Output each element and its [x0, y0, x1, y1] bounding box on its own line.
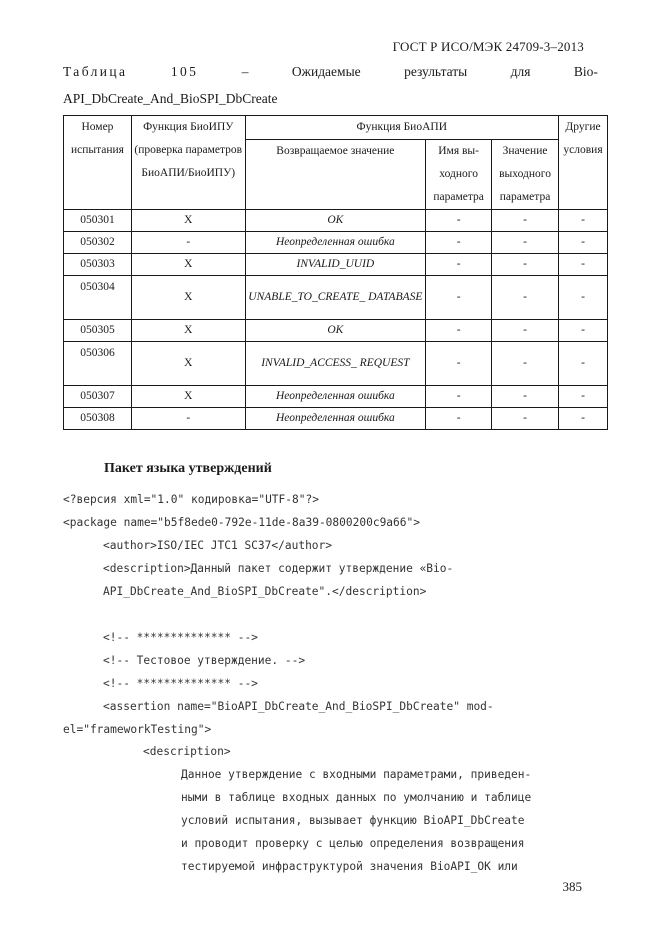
code-line: <!-- ************** --> — [103, 631, 258, 644]
cell-other-conditions: - — [559, 342, 608, 386]
header-return-value: Возвращаемое значение — [245, 140, 426, 210]
cell-return-value: OK — [245, 320, 426, 342]
caption-word-3: для — [510, 64, 531, 79]
header-spi-function: Функция БиоИПУ (проверка параметров БиоАПИ/БиоИПУ) — [131, 116, 245, 210]
cell-spi-check: - — [131, 408, 245, 430]
code-line: <assertion name="BioAPI_DbCreate_And_BioSPI_DbCreate" mod- — [103, 700, 494, 713]
code-line: <description>Данный пакет содержит утверждение «Bio- — [103, 562, 454, 575]
header-other-conditions: Другие условия — [559, 116, 608, 210]
cell-test-number: 050301 — [64, 210, 132, 232]
cell-output-param-value: - — [492, 408, 559, 430]
cell-spi-check: - — [131, 232, 245, 254]
caption-word-2: результаты — [404, 64, 468, 79]
page-header: ГОСТ Р ИСО/МЭК 24709-3–2013 — [392, 39, 584, 54]
cell-spi-check: X — [131, 276, 245, 320]
cell-other-conditions: - — [559, 408, 608, 430]
cell-other-conditions: - — [559, 210, 608, 232]
cell-output-param-name: - — [426, 408, 492, 430]
cell-test-number: 050308 — [64, 408, 132, 430]
cell-test-number: 050303 — [64, 254, 132, 276]
cell-output-param-value: - — [492, 210, 559, 232]
code-line: ными в таблице входных данных по умолчанию и таблице — [181, 791, 532, 804]
cell-return-value: Неопределенная ошибка — [245, 408, 426, 430]
code-line: <author>ISO/IEC JTC1 SC37</author> — [103, 539, 333, 552]
code-line: и проводит проверку с целью определения возвращения — [181, 837, 525, 850]
code-line: Данное утверждение с входными параметрами, приведен- — [181, 768, 532, 781]
cell-output-param-name: - — [426, 276, 492, 320]
code-line: тестируемой инфраструктурой значения BioAPI_OK или — [181, 860, 518, 873]
cell-return-value: INVALID_UUID — [245, 254, 426, 276]
cell-test-number: 050305 — [64, 320, 132, 342]
cell-return-value: UNABLE_TO_CREATE_ DATABASE — [245, 276, 426, 320]
cell-other-conditions: - — [559, 386, 608, 408]
code-line: <package name="b5f8ede0-792e-11de-8a39-0800200c9a66"> — [63, 516, 420, 529]
cell-other-conditions: - — [559, 254, 608, 276]
caption-word-4: Bio- — [573, 64, 598, 79]
cell-output-param-name: - — [426, 320, 492, 342]
cell-test-number: 050302 — [64, 232, 132, 254]
cell-test-number: 050304 — [64, 276, 132, 320]
code-line: el="frameworkTesting"> — [63, 723, 212, 736]
caption-table-number: 105 — [170, 64, 199, 79]
cell-other-conditions: - — [559, 232, 608, 254]
cell-spi-check: X — [131, 254, 245, 276]
cell-output-param-name: - — [426, 342, 492, 386]
header-output-param-name: Имя вы-ходного параметра — [426, 140, 492, 210]
cell-output-param-value: - — [492, 232, 559, 254]
section-heading: Пакет языка утверждений — [104, 461, 272, 476]
cell-spi-check: X — [131, 386, 245, 408]
cell-output-param-name: - — [426, 386, 492, 408]
code-line: API_DbCreate_And_BioSPI_DbCreate".</description> — [103, 585, 427, 598]
cell-return-value: Неопределенная ошибка — [245, 386, 426, 408]
cell-return-value: Неопределенная ошибка — [245, 232, 426, 254]
code-line: <!-- ************** --> — [103, 677, 258, 690]
cell-other-conditions: - — [559, 276, 608, 320]
code-line: условий испытания, вызывает функцию BioAPI_DbCreate — [181, 814, 525, 827]
table-caption-continued: API_DbCreate_And_BioSPI_DbCreate — [63, 91, 278, 106]
cell-return-value: INVALID_ACCESS_ REQUEST — [245, 342, 426, 386]
cell-output-param-name: - — [426, 232, 492, 254]
cell-spi-check: X — [131, 342, 245, 386]
cell-output-param-name: - — [426, 254, 492, 276]
code-line: <description> — [143, 745, 231, 758]
header-output-param-value: Значение выходного параметра — [492, 140, 559, 210]
cell-spi-check: X — [131, 210, 245, 232]
caption-word-1: Ожидаемые — [291, 64, 361, 79]
caption-word-table: Таблица — [63, 64, 128, 79]
cell-output-param-value: - — [492, 276, 559, 320]
cell-return-value: OK — [245, 210, 426, 232]
cell-output-param-value: - — [492, 386, 559, 408]
cell-output-param-value: - — [492, 342, 559, 386]
cell-output-param-value: - — [492, 254, 559, 276]
caption-dash: – — [241, 64, 249, 79]
header-api-function: Функция БиоАПИ — [245, 116, 558, 140]
page-number: 385 — [562, 879, 582, 894]
cell-test-number: 050307 — [64, 386, 132, 408]
header-test-number: Номер испытания — [64, 116, 132, 210]
code-line: <?версия xml="1.0" кодировка="UTF-8"?> — [63, 493, 319, 506]
code-line: <!-- Тестовое утверждение. --> — [103, 654, 306, 667]
cell-other-conditions: - — [559, 320, 608, 342]
cell-output-param-value: - — [492, 320, 559, 342]
cell-spi-check: X — [131, 320, 245, 342]
cell-test-number: 050306 — [64, 342, 132, 386]
cell-output-param-name: - — [426, 210, 492, 232]
